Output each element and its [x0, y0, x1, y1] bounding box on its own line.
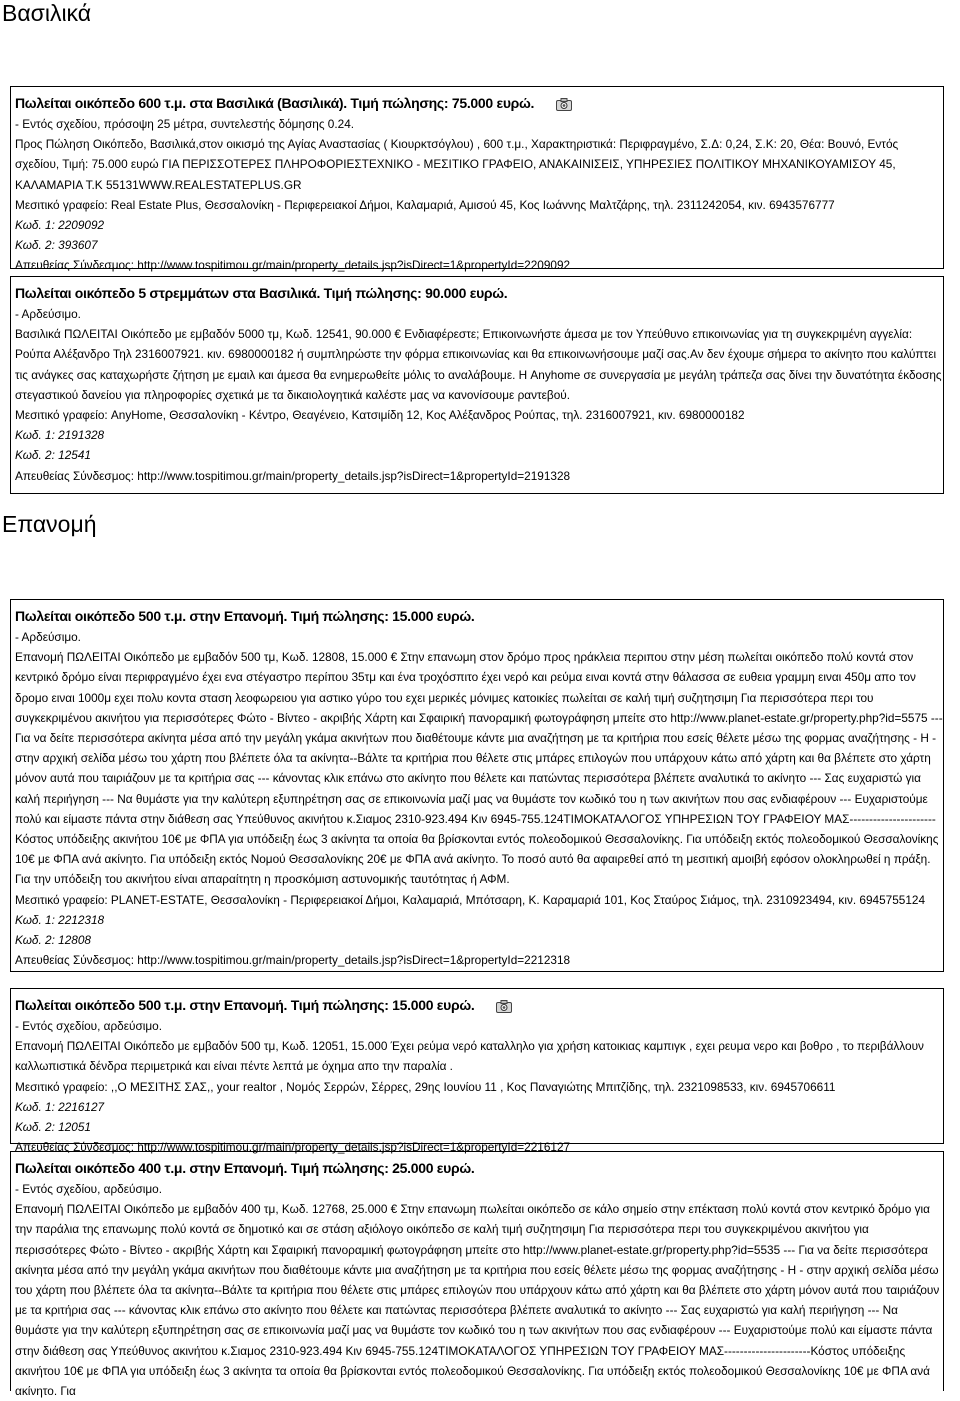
listing-code-1: Κωδ. 1: 2191328	[15, 428, 105, 443]
listing-subtitle: - Εντός σχεδίου, αρδεύσιμο.	[15, 1019, 162, 1033]
listing-code-2: Κωδ. 2: 12541	[15, 448, 91, 463]
listing-description: Επανομή ΠΩΛΕΙΤΑΙ Οικόπεδο με εμβαδόν 500 τμ, Κωδ. 12051, 15.000 Έχει ρεύμα νερό καταλληλο για χρήση κατοικιας καμπιγκ , εχει ρευμα νερο και βοθρο , το περιβάλλουν καλλωπιστικά δένδρα περιμετρικά και είναι πέντε λεπτά με όχημα απο την παραλία .	[15, 1039, 924, 1074]
listing-description: Προς Πώληση Οικόπεδο, Βασιλικά,στον οικισμό της Αγίας Αναστασίας ( Κιουρκτσόγλου) , 600 τ.μ., Χαρακτηριστικά: Περιφραγμένο, Σ.Δ: 0,24, Σ.Κ: 20, Θέα: Βουνό, Εντός σχεδίου, Τιμή: 75.000 ευρώ ΓΙΑ ΠΕΡΙΣΣΟΤΕΡΕΣ ΠΛΗΡΟΦΟΡΙΕΣΤΕΧΝΙΚΟ - ΜΕΣΙΤΙΚΟ ΓΡΑΦΕΙΟ, ΑΝΑΚΑΙΝΙΣΕΙΣ, ΥΠΗΡΕΣΙΕΣ ΠΟΛΙΤΙΚΟΥ ΜΗΧΑΝΙΚΟΥΑΜΙΣΟΥ 45, ΚΑΛΑΜΑΡΙΑ Τ.Κ 55131WWW.REALESTATEPLUS.GR	[15, 137, 899, 192]
listing-card	[10, 599, 944, 972]
listing-title-text[interactable]: Πωλείται οικόπεδο 500 τ.μ. στην Επανομή. Τιμή πώλησης: 15.000 ευρώ.	[15, 997, 475, 1013]
listing-title[interactable]	[15, 284, 943, 302]
listing-direct-link[interactable]: Απευθείας Σύνδεσμος: http://www.tospitimou.gr/main/property_details.jsp?isDirect=1&propertyId=2212318	[15, 953, 571, 968]
listing-code-2: Κωδ. 2: 393607	[15, 238, 98, 253]
listing-agency: Μεσιτικό γραφείο: ,,Ο ΜΕΣΙΤΗΣ ΣΑΣ,, your realtor , Νομός Σερρών, Σέρρες, 29ης Ιουνίου 11 , Κος Παναγιώτης Μπιτζίδης, τηλ. 2321098533, κιν. 6945706611	[15, 1079, 836, 1094]
listing-title[interactable]	[15, 996, 943, 1014]
camera-icon[interactable]	[556, 98, 572, 111]
listing-subtitle: - Αρδεύσιμο.	[15, 630, 81, 644]
section-title-vasilika: Βασιλικά	[2, 0, 92, 26]
listing-agency: Μεσιτικό γραφείο: AnyHome, Θεσσαλονίκη - Κέντρο, Θεαγένειο, Κατσιμίδη 12, Κος Αλέξανδρος Ρούπας, τηλ. 2316007921, κιν. 6980000182	[15, 408, 745, 423]
section-title-epanomi: Επανομή	[2, 511, 97, 537]
listing-description: Επανομή ΠΩΛΕΙΤΑΙ Οικόπεδο με εμβαδόν 500 τμ, Κωδ. 12808, 15.000 € Στην επανωμη στον δρόμο προς ηράκλεια περιπου στην μέση πωλείται οικόπεδο πολύ κοντά στον κεντρικό δρόμο είναι περιφραγμένο έχει ενα στέγαστρο περίπου 35τμ και ένα τροχόσπιτο έχει νερό και ρεύμα ειναι κοντά στην θάλασσα σε ευθεια γραμμη ειναι 450μ απο τον δρομο ειναι 1000μ εχει πολυ κοντα σταση λεοφωρειου για αστικο γύρο του εχει μερικές μόνιμες κατοικίες πωλείται σε καλή τιμή συζητησιμη Για περισσότερα περι του συγκεκριμένου ακινήτου για περισσότερες Φώτο - Βίντεο - ακριβής Χάρτη και Σφαιρική πανοραμική φωτογράφηση μπείτε στο http://www.planet-estate.gr/property.php?id=5575 --- Για να δείτε περισσότερα ακίνητα μέσα από την μεγάλη γκάμα ακινήτων που διαθέτουμε κάντε μια αναζήτηση με τα κριτήρια που εσείς θέλετε μέσω της φορμας αναζήτησης - Η - στην αρχική σελίδα μέσω του χάρτη που βλέπετε όλα τα ακίνητα--Βάλτε τα κριτήρια που θέλετε στις μπάρες επιλογών που υπάρχουν κάτω από χάρτη και θα βλέπετε στο χάρτη μόνον αυτά που ταιριάζουν με τα κριτήρια σας --- κάνοντας κλικ επάνω στο ακίνητο που θέλετε και πατώντας περισσότερα βλέπετε αναλυτικά το ακίνητο --- Σας ευχαριστώ για καλή περιήγηση --- Να θυμάστε για την καλύτερη εξυπηρέτηση σας σε επικοινωνία μαζί μας να θυμάστε τον κωδικό του η των ακινήτων που σας ενδιαφέρουν --- Ευχαριστούμε πολύ και είμαστε πάντα στην διάθεση σας Υπεύθυνος ακινήτου κ.Σιαμος 2310-923.494 Κιν 6945-755.124ΤΙΜΟΚΑΤΑΛΟΓΟΣ ΥΠΗΡΕΣΙΩΝ ΤΟΥ ΓΡΑΦΕΙΟΥ ΜΑΣ----------------------Κόστος υπόδειξης ακινήτου 10€ με ΦΠΑ για υπόδειξη έως 3 ακίνητα τα οποία θα βρίσκονται εντός πολεοδομικού Θεσσαλονίκης. Για υπόδειξη εκτός πολεοδομικού Θεσσαλονίκης 10€ με ΦΠΑ ανά ακίνητο. Για υπόδειξη εκτός Νομού Θεσσαλονίκης 20€ με ΦΠΑ ανά ακίνητο. Το ποσό αυτό θα αφαιρεθεί από τη μεσιτική αμοιβή εφόσον ολοκληρωθεί η πράξη. Για την υπόδειξη του ακινήτου είναι απαραίτητη η προσκόμιση αστυνομικής ταυτότητας ή ΑΦΜ.	[15, 650, 943, 887]
listing-code-2: Κωδ. 2: 12051	[15, 1120, 91, 1135]
listing-subtitle: - Εντός σχεδίου, αρδεύσιμο.	[15, 1182, 162, 1196]
listing-agency: Μεσιτικό γραφείο: PLANET-ESTATE, Θεσσαλονίκη - Περιφερειακοί Δήμοι, Καλαμαριά, Μπότσαρη, Κ. Καραμαριά 101, Κος Σταύρος Σιάμος, τηλ. 2310923494, κιν. 6945755124	[15, 892, 926, 907]
listing-subtitle: - Αρδεύσιμο.	[15, 307, 81, 321]
listing-agency: Μεσιτικό γραφείο: Real Estate Plus, Θεσσαλονίκη - Περιφερειακοί Δήμοι, Καλαμαριά, Αμισού 45, Κος Ιωάννης Μαλτζάρης, τηλ. 2311242054, κιν. 6943576777	[15, 197, 835, 212]
listing-code-1: Κωδ. 1: 2216127	[15, 1099, 105, 1114]
listing-subtitle: - Εντός σχεδίου, πρόσοψη 25 μέτρα, συντελεστής δόμησης 0.24.	[15, 117, 355, 131]
listing-title[interactable]	[15, 607, 943, 625]
listing-title-text[interactable]: Πωλείται οικόπεδο 600 τ.μ. στα Βασιλικά (Βασιλικά). Τιμή πώλησης: 75.000 ευρώ.	[15, 95, 535, 111]
listing-description: Βασιλικά ΠΩΛΕΙΤΑΙ Οικόπεδο με εμβαδόν 5000 τμ, Κωδ. 12541, 90.000 € Ενδιαφέρεστε; Επικοινωνήστε άμεσα με τον Υπεύθυνο επικοινωνίας για τη συγκεκριμένη αγγελία: Ρούπα Αλέξανδρο Τηλ 2316007921. κιν. 6980000182 ή συμπληρώστε την φόρμα επικοινωνίας και θα επικοινωνήσουμε μαζί σας.Αν δεν έχουμε σήμερα το ακίνητο που καλύπτει τις ανάγκες σας καταχωρήστε ζήτηση με εμαιλ και άμεσα θα ενημερωθείτε μόλις το αναλάβουμε. Η Anyhome σε συνεργασία με μεγάλη τράπεζα σας δίνει την δυνατότητα έκδοσης στεγαστικού δανείου για πληροφορίες σχετικά με τα δικαιολογητικά καλέστε μας να κανονίσουμε ραντεβού.	[15, 327, 942, 402]
listing-description: Επανομή ΠΩΛΕΙΤΑΙ Οικόπεδο με εμβαδόν 400 τμ, Κωδ. 12768, 25.000 € Στην επανωμη πωλείται οικόπεδο σε κάλο σημείο στην επέκταση πολύ κοντά στον κεντρικό δρόμο για την παράλια της επανωμης πολύ κοντά σε δημοτικό και σε στάση αξιόλογο οικόπεδο σε καλή τιμή συζητησιμη Για περισσότερα περι του συγκεκριμένου ακινήτου για περισσότερες Φώτο - Βίντεο - ακριβής Χάρτη και Σφαιρική πανοραμική φωτογράφηση μπείτε στο http://www.planet-estate.gr/property.php?id=5535 --- Για να δείτε περισσότερα ακίνητα μέσα από την μεγάλη γκάμα ακινήτων που διαθέτουμε κάντε μια αναζήτηση με τα κριτήρια που εσείς θέλετε μέσω της φορμας αναζήτησης - Η - στην αρχική σελίδα μέσω του χάρτη που βλέπετε όλα τα ακίνητα--Βάλτε τα κριτήρια που θέλετε στις μπάρες επιλογών που υπάρχουν κάτω από χάρτη και θα βλέπετε στο χάρτη μόνον αυτά που ταιριάζουν με τα κριτήρια σας --- κάνοντας κλικ επάνω στο ακίνητο που θέλετε και πατώντας περισσότερα βλέπετε αναλυτικά το ακίνητο --- Σας ευχαριστώ για καλή περιήγηση --- Να θυμάστε για την καλύτερη εξυπηρέτηση σας σε επικοινωνία μαζί μας να θυμάστε τον κωδικό του η των ακινήτων που σας ενδιαφέρουν --- Ευχαριστούμε πολύ και είμαστε πάντα στην διάθεση σας Υπεύθυνος ακινήτου κ.Σιαμος 2310-923.494 Κιν 6945-755.124ΤΙΜΟΚΑΤΑΛΟΓΟΣ ΥΠΗΡΕΣΙΩΝ ΤΟΥ ΓΡΑΦΕΙΟΥ ΜΑΣ----------------------Κόστος υπόδειξης ακινήτου 10€ με ΦΠΑ για υπόδειξη έως 3 ακίνητα τα οποία θα βρίσκονται εντός πολεοδομικού Θεσσαλονίκης. Για υπόδειξη εκτός πολεοδομικού Θεσσαλονίκης 10€ με ΦΠΑ ανά ακίνητο. Για	[15, 1202, 940, 1399]
listing-code-2: Κωδ. 2: 12808	[15, 933, 91, 948]
listing-direct-link[interactable]: Απευθείας Σύνδεσμος: http://www.tospitimou.gr/main/property_details.jsp?isDirect=1&propertyId=2191328	[15, 468, 571, 483]
listing-title-text[interactable]: Πωλείται οικόπεδο 400 τ.μ. στην Επανομή. Τιμή πώλησης: 25.000 ευρώ.	[15, 1160, 475, 1176]
listing-title-text[interactable]: Πωλείται οικόπεδο 500 τ.μ. στην Επανομή. Τιμή πώλησης: 15.000 ευρώ.	[15, 608, 475, 624]
listing-direct-link[interactable]: Απευθείας Σύνδεσμος: http://www.tospitimou.gr/main/property_details.jsp?isDirect=1&propertyId=2209092	[15, 258, 571, 273]
listing-card	[10, 988, 944, 1155]
listing-code-1: Κωδ. 1: 2209092	[15, 218, 105, 233]
listing-title[interactable]	[15, 94, 943, 112]
listing-title[interactable]	[15, 1159, 943, 1177]
listing-code-1: Κωδ. 1: 2212318	[15, 912, 105, 927]
listing-direct-link[interactable]: Απευθείας Σύνδεσμος: http://www.tospitimou.gr/main/property_details.jsp?isDirect=1&propertyId=2216127	[15, 1140, 571, 1155]
listing-card	[10, 1151, 944, 1399]
listing-card	[10, 86, 944, 273]
camera-icon[interactable]	[496, 1000, 512, 1013]
listing-title-text[interactable]: Πωλείται οικόπεδο 5 στρεμμάτων στα Βασιλικά. Τιμή πώλησης: 90.000 ευρώ.	[15, 285, 508, 301]
listing-card	[10, 276, 944, 494]
